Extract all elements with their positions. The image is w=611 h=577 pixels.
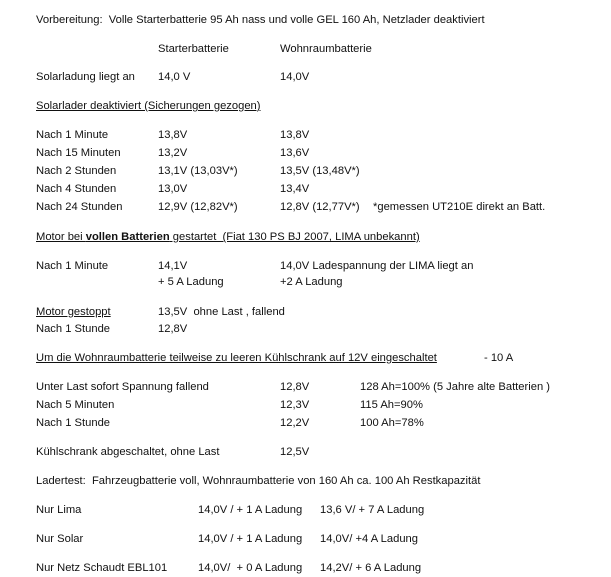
ladertest-row-label: Nur Lima [36,504,82,516]
gestoppt-row-value: 12,8V [158,323,188,335]
kuehl-current: - 10 A [484,352,514,364]
ladertest-row-a: 14,0V/ + 0 A Ladung [198,562,303,574]
deaktiviert-row-label: Nach 2 Stunden [36,165,117,177]
deaktiviert-heading: Solarlader deaktiviert (Sicherungen gezogen) [36,100,261,112]
deaktiviert-row-wohnraum: 13,4V [280,183,310,195]
ladertest-row-b: 14,0V/ +4 A Ladung [320,533,418,545]
kuehl-row-note: 115 Ah=90% [360,399,423,411]
ladertest-row-a: 14,0V / + 1 A Ladung [198,504,303,516]
kuehl-row-volt: 12,3V [280,399,310,411]
measurement-footnote: *gemessen UT210E direkt an Batt. [373,201,546,213]
ladertest-row-b: 13,6 V/ + 7 A Ladung [320,504,425,516]
deaktiviert-row-starter: 13,0V [158,183,188,195]
kuehl-off-label: Kühlschrank abgeschaltet, ohne Last [36,446,220,458]
solar-wohnraum-value: 14,0V [280,71,310,83]
col-header-starter: Starterbatterie [158,43,229,55]
deaktiviert-row-label: Nach 15 Minuten [36,147,121,159]
intro-text: Vorbereitung: Volle Starterbatterie 95 Ah nass und volle GEL 160 Ah, Netzlader deaktiviert [36,14,485,26]
deaktiviert-row-wohnraum: 13,5V (13,48V*) [280,165,360,177]
ladertest-heading: Ladertest: Fahrzeugbatterie voll, Wohnraumbatterie von 160 Ah ca. 100 Ah Restkapazität [36,475,481,487]
motor-wohnraum-line1: 14,0V Ladespannung der LIMA liegt an [280,260,474,272]
deaktiviert-row-label: Nach 4 Stunden [36,183,117,195]
kuehl-row-volt: 12,2V [280,417,310,429]
kuehl-row-label: Nach 1 Stunde [36,417,111,429]
solar-label: Solarladung liegt an [36,71,135,83]
deaktiviert-row-label: Nach 24 Stunden [36,201,123,213]
kuehl-row-volt: 12,8V [280,381,310,393]
kuehl-row-note: 128 Ah=100% (5 Jahre alte Batterien ) [360,381,551,393]
ladertest-row-a: 14,0V / + 1 A Ladung [198,533,303,545]
col-header-wohnraum: Wohnraumbatterie [280,43,372,55]
motor-starter-line2: + 5 A Ladung [158,276,224,288]
kuehl-heading: Um die Wohnraumbatterie teilweise zu leeren Kühlschrank auf 12V eingeschaltet [36,352,437,364]
gestoppt-value: 13,5V ohne Last , fallend [158,306,285,318]
deaktiviert-row-starter: 13,1V (13,03V*) [158,165,238,177]
deaktiviert-row-starter: 12,9V (12,82V*) [158,201,238,213]
kuehl-off-volt: 12,5V [280,446,310,458]
motor-heading [36,230,420,244]
motor-starter-line1: 14,1V [158,260,188,272]
kuehl-row-label: Nach 5 Minuten [36,399,115,411]
motor-heading-post: gestartet (Fiat 130 PS BJ 2007, LIMA unbekannt) [169,231,420,243]
gestoppt-row-label: Nach 1 Stunde [36,323,111,335]
kuehl-row-note: 100 Ah=78% [360,417,424,429]
deaktiviert-row-wohnraum: 13,8V [280,129,310,141]
motor-heading-bold: vollen Batterien [85,231,170,243]
solar-starter-value: 14,0 V [158,71,191,83]
ladertest-row-label: Nur Netz Schaudt EBL101 [36,562,168,574]
deaktiviert-row-starter: 13,2V [158,147,188,159]
deaktiviert-row-label: Nach 1 Minute [36,129,109,141]
deaktiviert-row-wohnraum: 12,8V (12,77V*) [280,201,360,213]
deaktiviert-row-wohnraum: 13,6V [280,147,310,159]
ladertest-row-b: 14,2V/ + 6 A Ladung [320,562,422,574]
gestoppt-heading: Motor gestoppt [36,306,111,318]
motor-row-label: Nach 1 Minute [36,260,109,272]
ladertest-row-label: Nur Solar [36,533,84,545]
motor-wohnraum-line2: +2 A Ladung [280,276,343,288]
kuehl-row-label: Unter Last sofort Spannung fallend [36,381,209,393]
deaktiviert-row-starter: 13,8V [158,129,188,141]
motor-heading-pre: Motor bei [36,231,86,243]
